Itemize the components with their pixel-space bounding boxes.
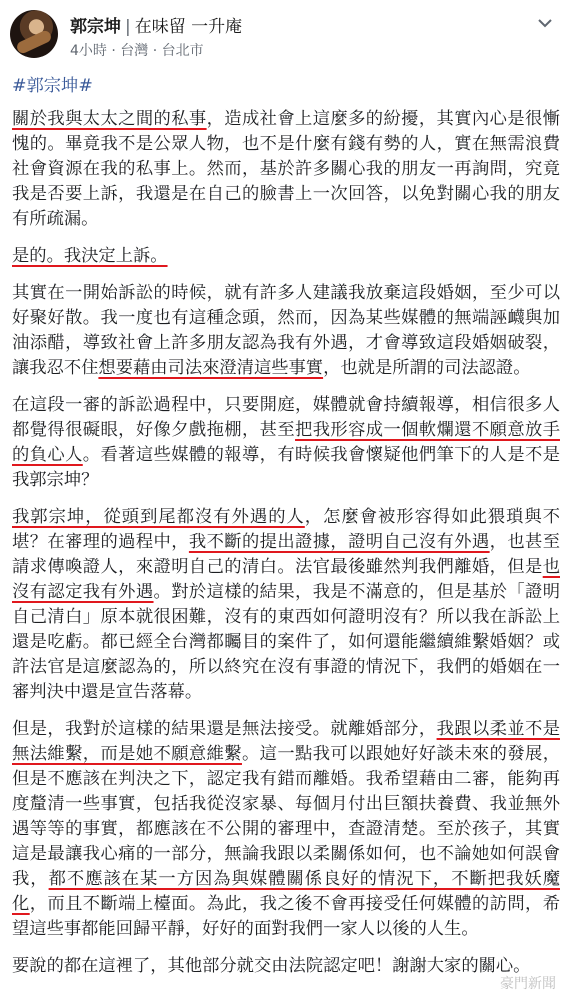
post-paragraph: [12, 107, 560, 232]
watermark: 豪門新聞: [500, 976, 556, 992]
paragraph-text: ，也甚至請求傳喚證人，來證明自己的清白。法官最後雖然判我們離婚，但是: [12, 532, 560, 577]
paragraph-text: 。看著這些媒體的報導，有時候我會懷疑他們筆下的人是不是我郭宗坤？: [12, 445, 560, 490]
post-body: [12, 68, 560, 991]
paragraph-text: 在這段一審的訴訟過程中，只要開庭，媒體就會持續報導，相信很多人都覺得很礙眼，好像夕戲拖棚，甚至: [12, 395, 560, 440]
post-paragraph: [12, 505, 560, 705]
hashtag-link[interactable]: #郭宗坤#: [12, 76, 93, 96]
underlined-text: 把我形容成一個軟爛還不願意放手的負心人: [12, 420, 560, 465]
post-paragraph: [12, 954, 560, 979]
paragraph-text: 。這一點我可以跟她好好談未來的發展，但是不應該在判決之下，認定我有錯而離婚。我希望藉由二審，能夠再度釐清一些事實，包括我從沒家暴、每個月付出巨額扶養費、我並無外遇等等的事實，都應該在不公開的審理中，查證清楚。至於孩子，其實這是最讓我心痛的一部分，無論我跟以柔關係如何，也不論她如何誤會我，: [12, 744, 560, 889]
underlined-text: 想要藉由司法來澄清這些事實: [98, 358, 324, 378]
underlined-text: 是的。我決定上訴。: [12, 246, 168, 266]
underlined-text: 我跟以柔並不是無法維繫，而是她不願意維繫: [12, 719, 560, 764]
paragraph-text: 其實在一開始訴訟的時候，就有許多人建議我放棄這段婚姻，至少可以好聚好散。我一度也有這種念頭，然而，因為某些媒體的無端誣衊與加油添醋，導致社會上許多朋友認為我有外遇，才會導致這段婚姻破裂，讓我忍不住: [12, 283, 560, 378]
post-meta[interactable]: 4小時 · 台灣 · 台北市: [70, 43, 204, 59]
paragraph-text: 但是，我對於這樣的結果還是無法接受。就離婚部分，: [12, 719, 437, 739]
avatar[interactable]: [10, 10, 58, 58]
post-paragraphs: [12, 107, 560, 979]
underlined-text: 也沒有認定我有外遇: [12, 557, 560, 602]
underlined-text: 我不斷的提出證據，證明自己沒有外遇: [188, 532, 490, 552]
separator: |: [125, 17, 131, 37]
paragraph-text: ，造成社會上這麼多的紛擾，其實內心是很慚愧的。畢竟我不是公眾人物，也不是什麼有錢有勢的人，實在無需浪費社會資源在我的私事上。然而，基於許多關心我的朋友一再詢問，究竟我是否要上訴，我還是在自己的臉書上一次回答，以免對關心我的朋友有所疏漏。: [12, 109, 560, 229]
underlined-text: 我郭宗坤，從頭到尾都沒有外遇的人: [12, 507, 305, 527]
paragraph-text: 要說的都在這裡了，其他部分就交由法院認定吧！謝謝大家的關心。: [12, 956, 531, 976]
post-paragraph: [12, 393, 560, 493]
underlined-text: 都不應該在某一方因為與媒體關係良好的情況下，不斷把我妖魔化: [12, 869, 560, 914]
underlined-text: 關於我與太太之間的私事: [12, 109, 207, 129]
guitar-image: [15, 29, 53, 55]
author-name[interactable]: 郭宗坤: [70, 17, 121, 37]
post-header: [0, 0, 566, 68]
chevron-down-icon[interactable]: [538, 18, 552, 28]
post-paragraph: [12, 244, 560, 269]
author-line: [70, 12, 242, 37]
location-status[interactable]: 在味留 一升庵: [134, 17, 243, 37]
post-paragraph: [12, 281, 560, 381]
paragraph-text: ，怎麼會被形容得如此猥瑣與不堪？在審理的過程中，: [12, 507, 560, 552]
paragraph-text: 。對於這樣的結果，我是不滿意的，但是基於「證明自己清白」原本就很困難，沒有的東西如何證明沒有？所以我在訴訟上還是吃虧。都已經全台灣都矚目的案件了，如何還能繼續維繫婚姻？或許法官是這麼認為的，所以終究在沒有事證的情況下，我們的婚姻在一審判決中還是宣告落幕。: [12, 582, 560, 702]
paragraph-text: ，而且不斷端上檯面。為此，我之後不會再接受任何媒體的訪問，希望這些事都能回歸平靜，好好的面對我們一家人以後的人生。: [12, 894, 560, 939]
paragraph-text: ，也就是所謂的司法認證。: [323, 358, 531, 378]
post-paragraph: [12, 717, 560, 942]
